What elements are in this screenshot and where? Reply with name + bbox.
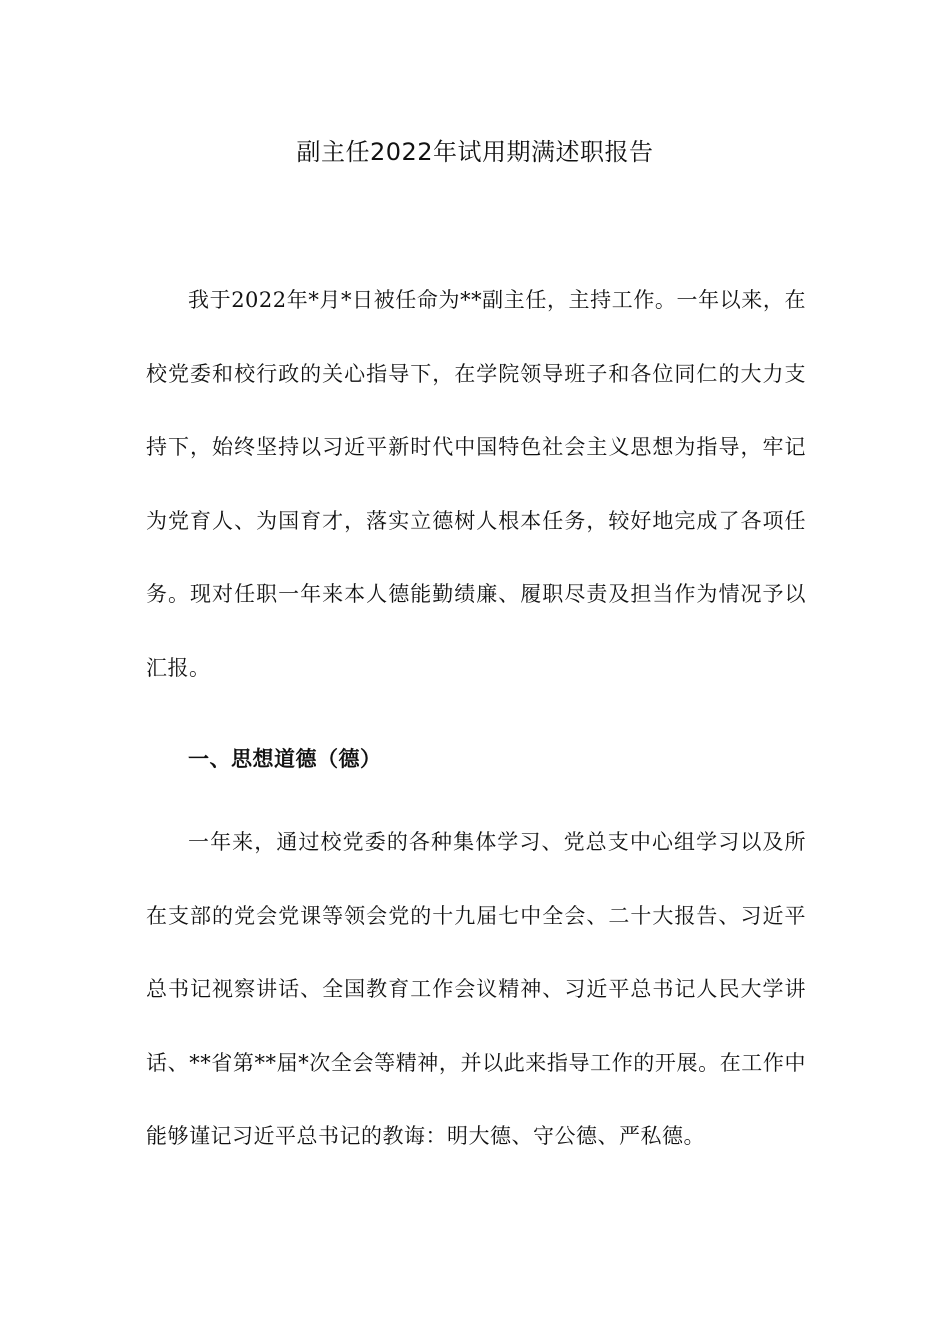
paragraph-ideology: 一年来，通过校党委的各种集体学习、党总支中心组学习以及所在支部的党会党课等领会党的十九届七中全会、二十大报告、习近平总书记视察讲话、全国教育工作会议精神、习近平总书记人民大学讲话、**省第**届*次全会等精神，并以此来指导工作的开展。在工作中能够谨记习近平总书记的教诲：明大德、守公德、严私德。	[146, 830, 806, 1148]
paragraph-intro: 我于2022年*月*日被任命为**副主任，主持工作。一年以来，在校党委和校行政的关心指导下，在学院领导班子和各位同仁的大力支持下，始终坚持以习近平新时代中国特色社会主义思想为指导，牢记为党育人、为国育才，落实立德树人根本任务，较好地完成了各项任务。现对任职一年来本人德能勤绩廉、履职尽责及担当作为情况予以汇报。	[146, 288, 806, 680]
section-heading: 一、思想道德（德）	[188, 746, 382, 771]
document-title: 副主任2022年试用期满述职报告	[296, 138, 654, 166]
